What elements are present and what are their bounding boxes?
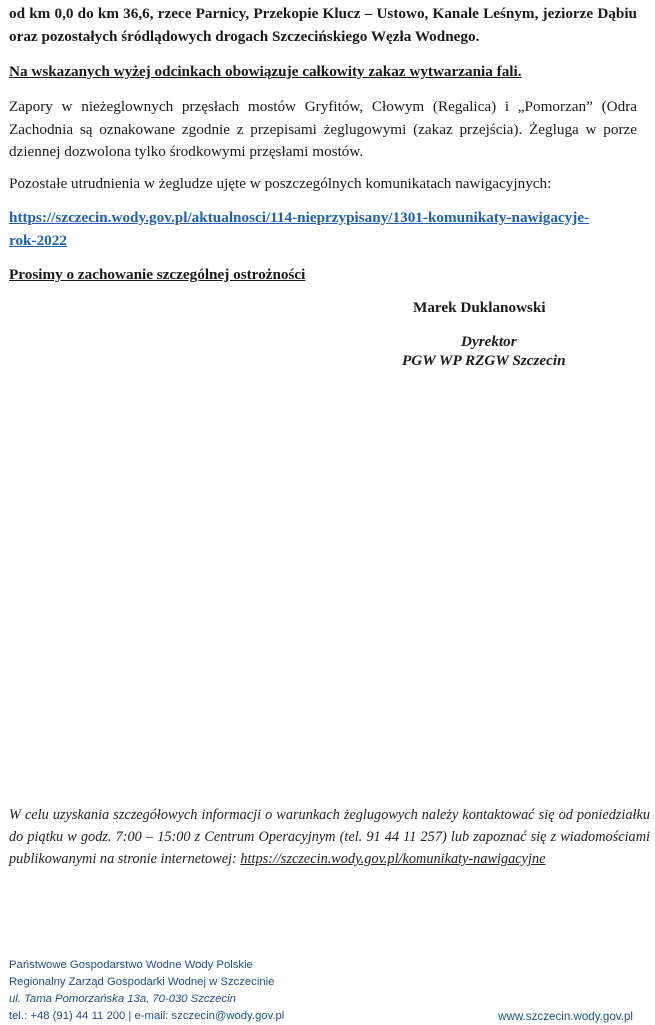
link-line-1[interactable]: https://szczecin.wody.gov.pl/aktualnosci/114-nieprzypisany/1301-komunikaty-nawigacyje- — [9, 209, 590, 226]
footer-address: ul. Tama Pomorzańska 13a, 70-030 Szczecin — [9, 993, 236, 1005]
navigation-notices-link[interactable] — [9, 207, 637, 252]
contact-info — [9, 804, 650, 870]
footer — [9, 957, 637, 1025]
barriers-paragraph: Zapory w nieżeglownych przęsłach mostów Gryfitów, Cłowym (Regalica) i „Pomorzan” (Odra Zachodnia są oznakowane zgodnie z przepisami żeglugowymi (zakaz przejścia). Żegluga w porze dziennej dozwolona tylko środkowymi przęsłami mostów. — [9, 98, 637, 160]
signature-organization: PGW WP RZGW Szczecin — [402, 352, 566, 369]
caution-notice: Prosimy o zachowanie szczególnej ostrożności — [9, 266, 306, 283]
other-difficulties-text: Pozostałe utrudnienia w żegludze ujęte w poszczególnych komunikatach nawigacyjnych: — [9, 175, 552, 192]
intro-paragraph: od km 0,0 do km 36,6, rzece Parnicy, Przekopie Klucz – Ustowo, Kanale Leśnym, jeziorze Dąbiu oraz pozostałych śródlądowych drogach Szczecińskiego Węzła Wodnego. — [9, 5, 637, 45]
signature-position: Dyrektor — [461, 333, 517, 350]
footer-org: Państwowe Gospodarstwo Wodne Wody Polskie — [9, 959, 253, 971]
signature-name: Marek Duklanowski — [413, 299, 546, 316]
contact-link[interactable]: https://szczecin.wody.gov.pl/komunikaty-nawigacyjne — [240, 851, 546, 867]
link-line-2[interactable]: rok-2022 — [9, 231, 67, 249]
footer-website[interactable]: www.szczecin.wody.gov.pl — [498, 1010, 633, 1023]
wave-ban-notice: Na wskazanych wyżej odcinkach obowiązuje całkowity zakaz wytwarzania fali. — [9, 63, 522, 80]
footer-phone-email: tel.: +48 (91) 44 11 200 | e-mail: szczecin@wody.gov.pl — [9, 1010, 285, 1022]
footer-board: Regionalny Zarząd Gospodarki Wodnej w Szczecinie — [9, 976, 275, 988]
contact-text: W celu uzyskania szczegółowych informacji o warunkach żeglugowych należy kontaktować się od poniedziałku do piątku w godz. 7:00 – 15:00 z Centrum Operacyjnym (tel. 91 44 11 257) lub zapoznać się z wiadomościami publikowanymi na stronie internetowej: — [9, 807, 650, 867]
